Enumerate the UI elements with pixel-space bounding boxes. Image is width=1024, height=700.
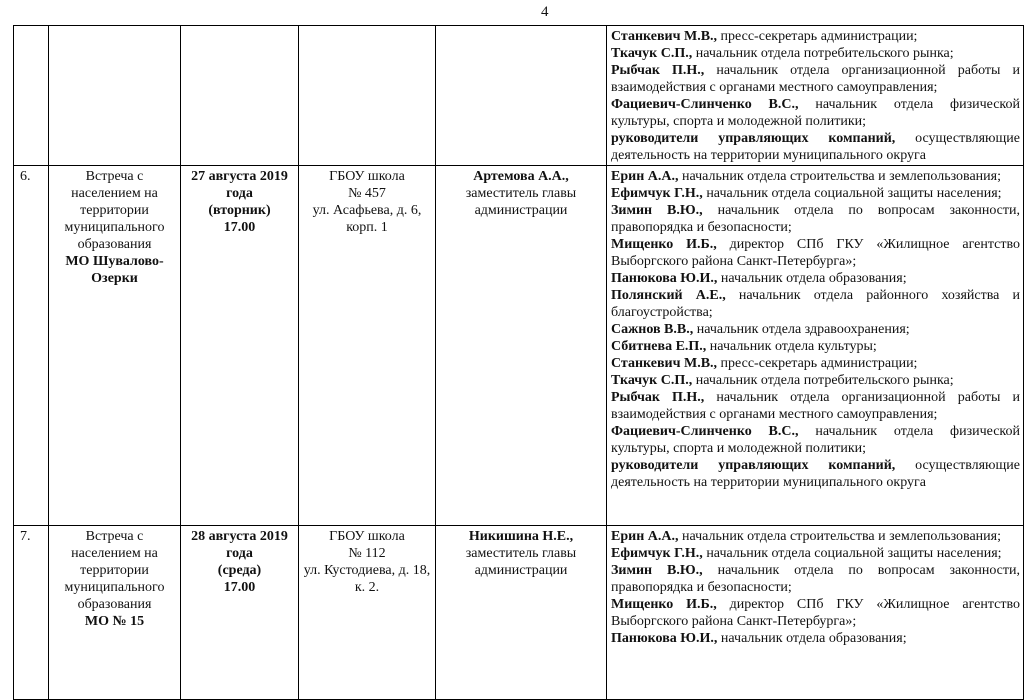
- row-number: 7.: [14, 526, 49, 700]
- row-number: 6.: [14, 166, 49, 526]
- participant: Сбитнева Е.П., начальник отдела культуры;: [611, 339, 877, 354]
- participant: Ерин А.А., начальник отдела строительства и землепользования;: [611, 529, 1001, 544]
- event-cell: [49, 26, 181, 166]
- participants-cell: [607, 26, 1024, 166]
- responsible-cell: [436, 166, 607, 526]
- participant: Станкевич М.В., пресс-секретарь администрации;: [611, 29, 918, 44]
- date-cell: [181, 166, 299, 526]
- responsible-cell: [436, 526, 607, 700]
- responsible-name: Артемова А.А.,: [473, 169, 569, 184]
- place-name: ГБОУ школа: [329, 529, 405, 544]
- event-date: 27 августа 2019 года: [191, 169, 288, 201]
- place-name: ГБОУ школа: [329, 169, 405, 184]
- place-cell: [299, 526, 436, 700]
- participant: Ткачук С.П., начальник отдела потребительского рынка;: [611, 373, 954, 388]
- event-description: Встреча с населением на территории муниципального образования: [64, 169, 165, 252]
- participants-cell: [607, 526, 1024, 700]
- table-row-7: [14, 526, 1024, 700]
- event-time: 17.00: [223, 580, 256, 595]
- schedule-table: [13, 25, 1024, 700]
- event-mo: МО № 15: [84, 614, 145, 629]
- date-cell: [181, 26, 299, 166]
- participants-cell: [607, 166, 1024, 526]
- table-row-6: [14, 166, 1024, 526]
- event-time: 17.00: [223, 220, 256, 235]
- responsible-name: Никишина Н.Е.,: [468, 529, 574, 544]
- participant: Фациевич-Слинченко В.С., начальник отдела физической культуры, спорта и молодежной политики;: [611, 424, 1020, 456]
- participant: Мищенко И.Б., директор СПб ГКУ «Жилищное агентство Выборгского района Санкт-Петербурга»;: [611, 597, 1020, 629]
- participant: руководители управляющих компаний, осуществляющие деятельность на территории муниципального округа: [611, 131, 1020, 163]
- participant: Рыбчак П.Н., начальник отдела организационной работы и взаимодействия с органами местного самоуправления;: [611, 390, 1020, 422]
- participant: Станкевич М.В., пресс-секретарь администрации;: [611, 356, 918, 371]
- participant: Сажнов В.В., начальник отдела здравоохранения;: [611, 322, 910, 337]
- event-description: Встреча с населением на территории муниципального образования: [64, 529, 165, 612]
- participant: Панюкова Ю.И., начальник отдела образования;: [611, 631, 907, 646]
- place-address: ул. Кустодиева, д. 18, к. 2.: [303, 563, 431, 595]
- date-cell: [181, 526, 299, 700]
- place-address: ул. Асафьева, д. 6, корп. 1: [312, 203, 422, 235]
- event-weekday: (вторник): [208, 203, 271, 218]
- event-mo: МО Шувалово-Озерки: [65, 254, 164, 286]
- participant: Зимин В.Ю., начальник отдела по вопросам законности, правопорядка и безопасности;: [611, 203, 1021, 235]
- participant: руководители управляющих компаний, осуществляющие деятельность на территории муниципального округа: [611, 458, 1020, 490]
- table-row-continuation: [14, 26, 1024, 166]
- responsible-role: заместитель главы администрации: [465, 546, 577, 578]
- participant: Ерин А.А., начальник отдела строительства и землепользования;: [611, 169, 1001, 184]
- participant: Рыбчак П.Н., начальник отдела организационной работы и взаимодействия с органами местного самоуправления;: [611, 63, 1020, 95]
- participant: Ефимчук Г.Н., начальник отдела социальной защиты населения;: [611, 546, 1002, 561]
- page-number: 4: [541, 4, 549, 20]
- event-cell: [49, 526, 181, 700]
- participant: Мищенко И.Б., директор СПб ГКУ «Жилищное агентство Выборгского района Санкт-Петербурга»;: [611, 237, 1020, 269]
- event-cell: [49, 166, 181, 526]
- place-cell: [299, 26, 436, 166]
- participant: Панюкова Ю.И., начальник отдела образования;: [611, 271, 907, 286]
- place-number: № 112: [348, 546, 386, 561]
- event-date: 28 августа 2019 года: [191, 529, 288, 561]
- participant: Ефимчук Г.Н., начальник отдела социальной защиты населения;: [611, 186, 1002, 201]
- place-number: № 457: [348, 186, 386, 201]
- event-weekday: (среда): [217, 563, 262, 578]
- responsible-role: заместитель главы администрации: [465, 186, 577, 218]
- place-cell: [299, 166, 436, 526]
- responsible-cell: [436, 26, 607, 166]
- row-number: [14, 26, 49, 166]
- participant: Фациевич-Слинченко В.С., начальник отдела физической культуры, спорта и молодежной политики;: [611, 97, 1020, 129]
- participant: Зимин В.Ю., начальник отдела по вопросам законности, правопорядка и безопасности;: [611, 563, 1021, 595]
- participant: Полянский А.Е., начальник отдела районного хозяйства и благоустройства;: [611, 288, 1020, 320]
- participant: Ткачук С.П., начальник отдела потребительского рынка;: [611, 46, 954, 61]
